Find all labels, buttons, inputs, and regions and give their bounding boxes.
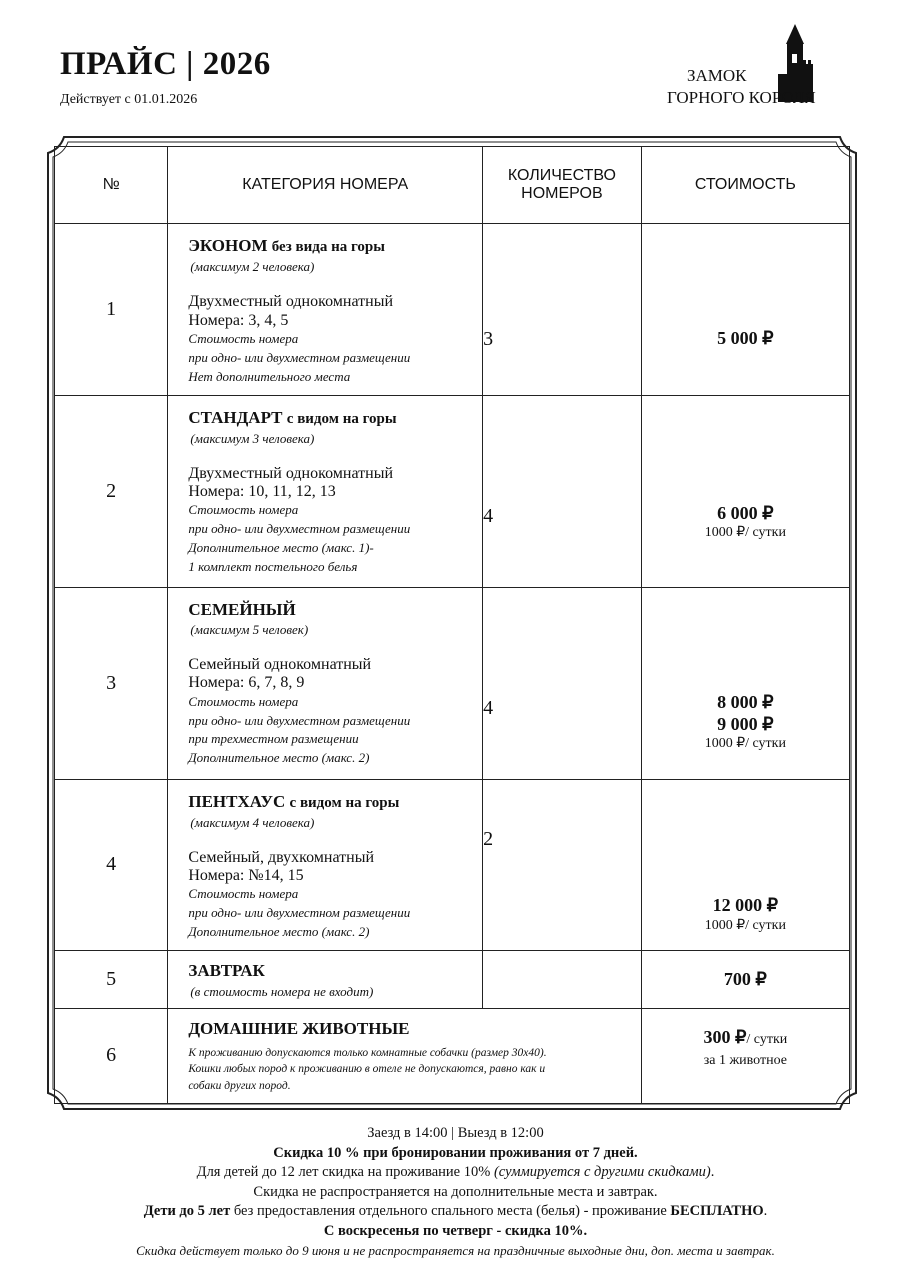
- category-rooms: Номера: 3, 4, 5: [188, 311, 289, 329]
- row-category: [168, 224, 483, 396]
- footer-text: .: [710, 1164, 715, 1180]
- category-desc: Семейный, двухкомнатный: [188, 848, 375, 866]
- category-note: 1 комплект постельного белья: [188, 559, 358, 574]
- header-quantity-line2: НОМЕРОВ: [521, 185, 603, 202]
- page-title: ПРАЙС | 2026: [60, 46, 271, 82]
- category-name: [188, 236, 482, 256]
- category-name: [188, 600, 482, 620]
- footer-text-italic: (суммируется с другими скидками): [493, 1164, 711, 1180]
- footer-text-bold: БЕСПЛАТНО: [670, 1203, 764, 1219]
- price-extra: 1000 ₽/ сутки: [704, 525, 786, 541]
- category-note: при одно- или двухместном размещении: [188, 712, 411, 728]
- category-note: Стоимость номера: [188, 330, 299, 346]
- price-extra: 1000 ₽/ сутки: [704, 918, 786, 934]
- brand-logo: [662, 22, 862, 112]
- price-value-2: 9 000 ₽: [717, 713, 774, 734]
- category-note: при трехместном размещении: [188, 731, 359, 747]
- row-category: [168, 779, 483, 951]
- price-table: [54, 146, 850, 1104]
- row-num: 1: [55, 224, 168, 396]
- logo-text-line2: ГОРНОГО КОРОЛЯ: [667, 88, 816, 107]
- category-name: ЗАВТРАК: [188, 961, 265, 980]
- discount-validity-note: Скидка действует только до 9 июня и не распространяется на праздничные выходные дни, доп. места и завтрак.: [136, 1243, 775, 1258]
- category-desc: Семейный однокомнатный: [188, 655, 372, 673]
- row-quantity: [483, 587, 642, 779]
- row-num: 5: [55, 951, 168, 1009]
- category-rooms: Номера: 6, 7, 8, 9: [188, 674, 305, 692]
- row-quantity: [483, 779, 642, 951]
- price-value: 6 000 ₽: [717, 502, 774, 523]
- category-name: [188, 792, 482, 812]
- category-desc: Двухместный однокомнатный: [188, 293, 393, 311]
- category-title: ЭКОНОМ: [188, 236, 268, 255]
- free-kids-note: [0, 1202, 911, 1222]
- footer-notes: [0, 1124, 911, 1261]
- category-note: Дополнительное место (макс. 2): [188, 924, 370, 940]
- category-name: [188, 408, 482, 428]
- header-category: КАТЕГОРИЯ НОМЕРА: [168, 147, 483, 224]
- price-value: 300 ₽: [703, 1027, 747, 1047]
- price-extra: за 1 животное: [703, 1052, 787, 1068]
- category-rooms: Номера: №14, 15: [188, 867, 304, 885]
- price-suffix: / сутки: [746, 1032, 788, 1047]
- quantity-value: 4: [483, 504, 494, 527]
- category-note: Стоимость номера: [188, 693, 299, 709]
- pets-note: [188, 1045, 640, 1095]
- header-quantity-line1: КОЛИЧЕСТВО: [507, 167, 616, 184]
- category-note: при одно- или двухместном размещении: [188, 349, 411, 365]
- table-row: [55, 1009, 850, 1104]
- quantity-value: 3: [483, 327, 494, 350]
- price-value: 700 ₽: [723, 968, 767, 989]
- weekday-discount-note: С воскресенья по четверг - скидка 10%.: [323, 1222, 588, 1239]
- category-name: ДОМАШНИЕ ЖИВОТНЫЕ: [188, 1019, 410, 1038]
- row-price: [641, 779, 849, 951]
- discount-note: Скидка 10 % при бронировании проживания от 7 дней.: [273, 1144, 638, 1161]
- category-suffix: с видом на горы: [286, 410, 397, 427]
- category-title: ПЕНТХАУС: [188, 791, 286, 811]
- category-max: (максимум 3 человека): [190, 430, 315, 446]
- row-num: 6: [55, 1009, 168, 1104]
- row-num: 2: [55, 395, 168, 587]
- category-note: при одно- или двухместном размещении: [188, 521, 411, 537]
- footer-text: .: [763, 1203, 768, 1219]
- row-price: [641, 395, 849, 587]
- price-value: 5 000 ₽: [717, 328, 774, 349]
- row-price: [641, 587, 849, 779]
- row-num: 3: [55, 587, 168, 779]
- table-row: [55, 779, 850, 951]
- table-row: [55, 395, 850, 587]
- table-row: [55, 951, 850, 1009]
- table-row: [55, 224, 850, 396]
- header-num: №: [55, 147, 168, 224]
- row-num: 4: [55, 779, 168, 951]
- price-value: 8 000 ₽: [717, 691, 774, 712]
- category-rooms: Номера: 10, 11, 12, 13: [188, 483, 336, 501]
- category-note: Стоимость номера: [188, 502, 299, 518]
- category-max: (максимум 4 человека): [190, 814, 315, 830]
- footer-text: Для детей до 12 лет скидка на проживание 10%: [196, 1164, 494, 1180]
- logo-text-line1: ЗАМОК: [687, 66, 747, 85]
- valid-from-text: Действует с 01.01.2026: [60, 92, 198, 107]
- quantity-value: 2: [483, 827, 494, 850]
- header-quantity: [483, 147, 642, 224]
- category-suffix: с видом на горы: [289, 794, 400, 811]
- category-note: при одно- или двухместном размещении: [188, 905, 411, 921]
- category-note: Дополнительное место (макс. 1)-: [188, 540, 374, 556]
- discount-exclusion-note: Скидка не распространяется на дополнительные места и завтрак.: [253, 1183, 658, 1200]
- pets-note-line: К проживанию допускаются только комнатные собачки (размер 30х40).: [188, 1046, 547, 1059]
- pets-note-line: Кошки любых пород к проживанию в отеле не допускаются, равно как и: [188, 1063, 546, 1076]
- category-title: СТАНДАРТ: [188, 407, 283, 427]
- price-extra: 1000 ₽/ сутки: [704, 736, 786, 752]
- pets-note-line: собаки других пород.: [188, 1079, 291, 1092]
- row-category: [168, 395, 483, 587]
- header-price: СТОИМОСТЬ: [641, 147, 849, 224]
- category-note: Нет дополнительного места: [188, 368, 351, 384]
- category-note: Стоимость номера: [188, 886, 299, 902]
- footer-text-bold: Дети до 5 лет: [143, 1203, 231, 1219]
- category-title: СЕМЕЙНЫЙ: [188, 599, 296, 619]
- row-price: [641, 951, 849, 1009]
- category-max: (максимум 5 человек): [190, 622, 309, 638]
- children-discount-note: [0, 1163, 911, 1183]
- row-category: [168, 1009, 641, 1104]
- row-price: [641, 1009, 849, 1104]
- category-note: Дополнительное место (макс. 2): [188, 750, 370, 766]
- category-max: (максимум 2 человека): [190, 259, 315, 275]
- row-category: [168, 951, 483, 1009]
- row-quantity: [483, 224, 642, 396]
- row-price: [641, 224, 849, 396]
- price-line: [642, 1027, 849, 1049]
- price-value: 12 000 ₽: [712, 895, 779, 916]
- row-quantity: [483, 395, 642, 587]
- row-quantity: [483, 951, 642, 1009]
- category-suffix: без вида на горы: [271, 239, 385, 255]
- checkin-checkout: Заезд в 14:00 | Выезд в 12:00: [367, 1125, 544, 1141]
- row-category: [168, 587, 483, 779]
- table-header-row: [55, 147, 850, 224]
- footer-text: без предоставления отдельного спального места (белья) - проживание: [230, 1203, 671, 1219]
- category-desc: Двухместный однокомнатный: [188, 464, 393, 482]
- category-max: (в стоимость номера не входит): [190, 983, 374, 999]
- table-row: [55, 587, 850, 779]
- quantity-value: 4: [483, 696, 494, 719]
